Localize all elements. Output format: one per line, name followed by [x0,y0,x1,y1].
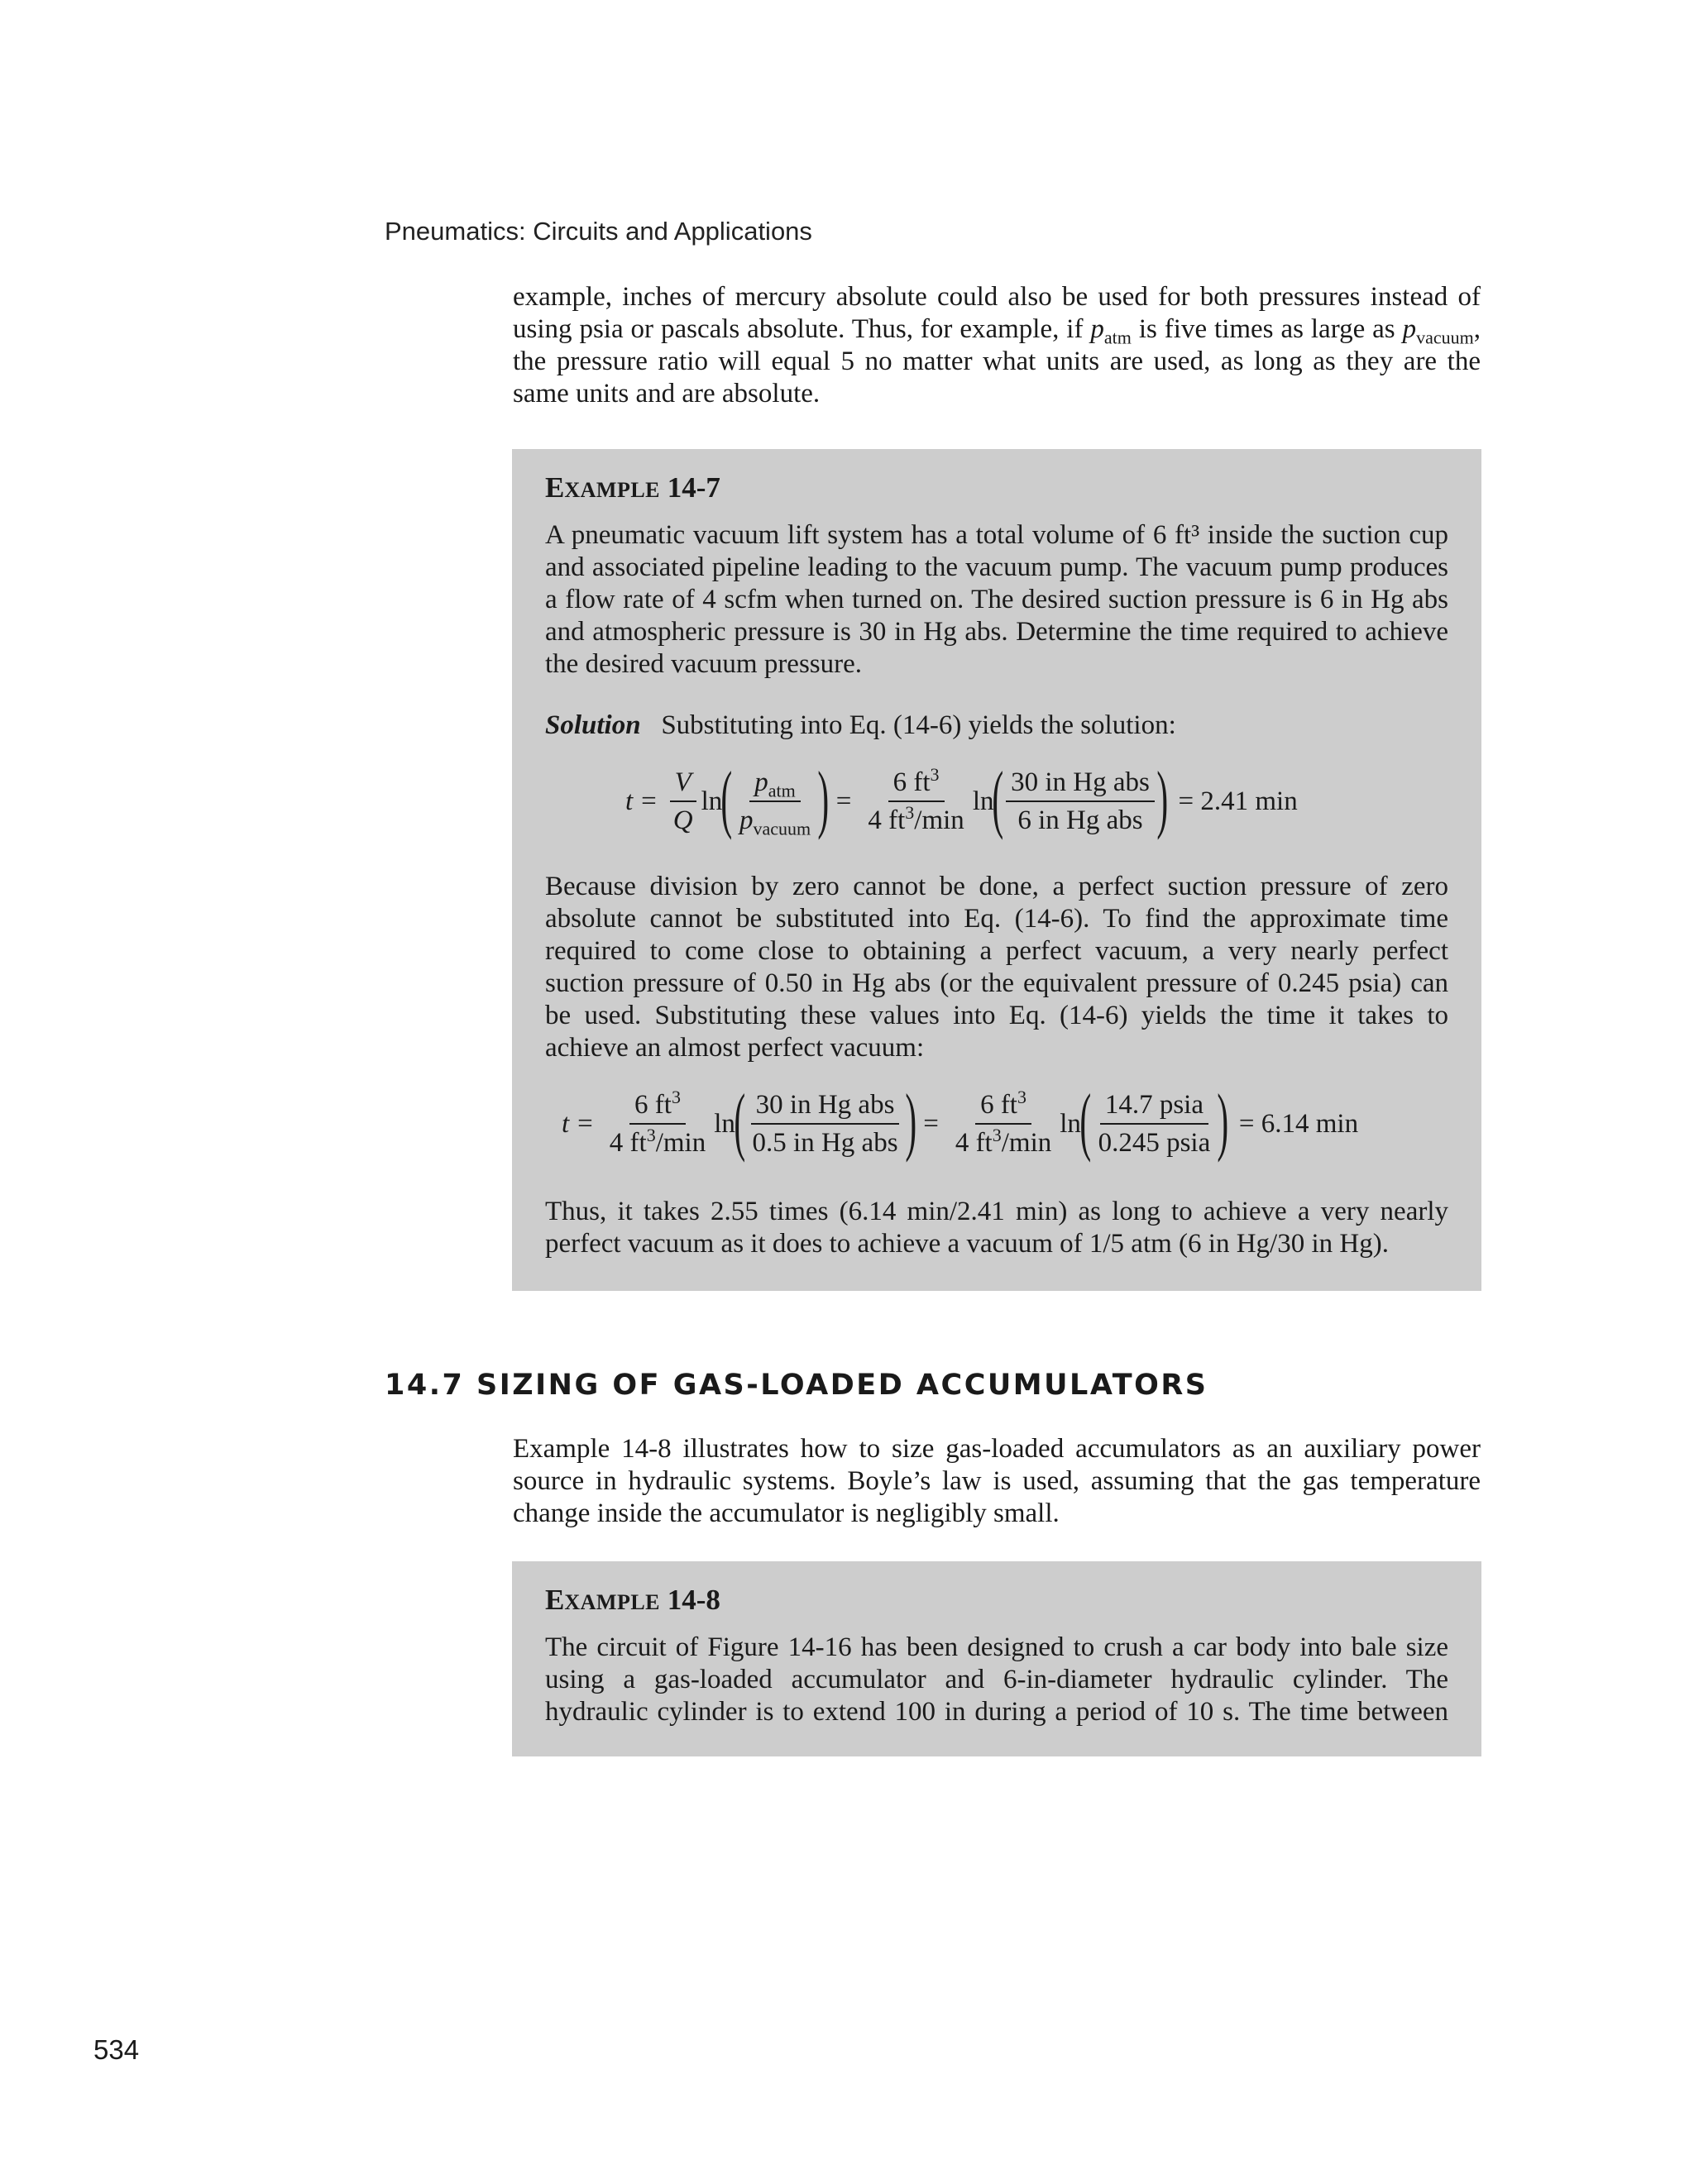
eq2-ln: ln [714,1108,735,1139]
eq2-equals: = [577,1108,593,1139]
intro-line-3: the pressure ratio will equal 5 no matter what units are used, as long as they are the [513,346,1481,376]
example-14-7-box [512,449,1481,1291]
eq1-ln-2: ln [972,786,994,816]
example-14-8-title: EXAMPLE 14-8 [545,1584,720,1616]
eq1-lhs: t [625,786,634,816]
example-14-7-title-wrap [545,471,1448,507]
eq1-volume-over-flow: $\frac{6 ft^3}{4 ft^3/\min}$ [868,764,964,835]
eq1-hg-ratio: $\frac{\text{30 in Hg abs}}{\text{6 in Hg abs}}$ [1006,766,1155,837]
section-paragraph: Example 14-8 illustrates how to size gas-loaded accumulators as an auxiliary power source in hydraulic systems. Boyle’s law is used, assuming that the gas temperature change inside the accumulator is negligibly small. [513,1434,1481,1528]
right-paren: ) [1217,1078,1229,1163]
eq2-equals-2: = [923,1108,939,1139]
eq1-equals-2: = [835,786,852,816]
intro-line-1: example, inches of mercury absolute could also be used for both pressures instead of [513,282,1481,312]
eq2-result: = 6.14 min [1238,1108,1359,1139]
eq1-result: = 2.41 min [1178,786,1298,816]
intro-line-2-b: is five times as large as [1131,314,1403,344]
eq1-ln: ln [701,786,723,816]
solution-text: Substituting into Eq. (14-6) yields the solution: [661,710,1176,740]
p-symbol: p [1402,314,1417,344]
solution-line [545,710,1448,742]
intro-line-2-a: using psia or pascals absolute. Thus, for example, if [513,314,1091,344]
example-14-8-text-wrap [545,1632,1448,1728]
eq2-lhs: t [562,1108,570,1139]
example-14-7-title: EXAMPLE 14-7 [545,471,720,504]
example-14-8-title-wrap [545,1584,1448,1619]
left-paren: ( [992,756,1004,840]
section-heading: 14.7 SIZING OF GAS-LOADED ACCUMULATORS [385,1369,1208,1402]
running-head: Pneumatics: Circuits and Applications [385,217,812,246]
example-14-7-paragraph-3: Thus, it takes 2.55 times (6.14 min/2.41 min) as long to achieve a very nearly perfect vacuum as it does to achieve a vacuum of 1/5 atm (6 in Hg/30 in Hg). [545,1197,1448,1259]
right-paren: ) [904,1078,916,1163]
example-14-7-para2-wrap [545,871,1448,1064]
intro-paragraph [513,281,1481,410]
left-paren: ( [1079,1078,1092,1163]
eq2-psia-ratio: $\frac{\text{14.7 psia}}{\text{0.245 psia}}$ [1098,1090,1211,1158]
eq1-fraction-v-over-q: $\frac{V}{Q}$ [668,766,698,837]
intro-line-2 [513,313,1481,346]
page-number: 534 [93,2034,140,2065]
solution-label: Solution [545,710,641,740]
equation-2 [562,1078,1359,1163]
intro-line-4: same units and are absolute. [513,379,821,409]
right-paren: ) [1156,756,1169,840]
eq1-equals: = [641,786,657,816]
right-paren: ) [817,756,830,840]
example-14-8-text: The circuit of Figure 14-16 has been designed to crush a car body into bale size using a gas-loaded accumulator and 6-in-diameter hydraulic cylinder. The hydraulic cylinder is to extend 100 in during a period of 10 s. The time between [545,1632,1448,1727]
example-14-7-paragraph-2: Because division by zero cannot be done, a perfect suction pressure of zero absolute cannot be substituted into Eq. (14-6). To find the approximate time required to come close to obtaining a perfect vacuum, a very nearly perfect suction pressure of 0.50 in Hg abs (or the equivalent pressure of 0.245 psia) can be used. Substituting these values into Eq. (14-6) yields the time it takes to achieve an almost perfect vacuum: [545,872,1448,1063]
left-paren: ( [734,1078,746,1163]
left-paren: ( [720,756,733,840]
vacuum-subscript: vacuum [1416,327,1474,348]
eq1-pressure-ratio: $\frac{p_{atm}}{p_{vacuum}}$ [739,767,811,839]
equation-1 [625,756,1298,840]
eq2-volume-over-flow-2: $\frac{6 ft^3}{4 ft^3/\min}$ [955,1087,1052,1158]
example-14-7-problem-wrap [545,519,1448,681]
example-14-7-para3-wrap [545,1196,1448,1260]
atm-subscript: atm [1103,327,1132,348]
eq2-volume-over-flow: $\frac{6 ft^3}{4 ft^3/\min}$ [609,1087,706,1158]
eq2-hg-ratio: $\frac{\text{30 in Hg abs}}{\text{0.5 in Hg abs}}$ [752,1090,898,1158]
example-14-7-problem: A pneumatic vacuum lift system has a total volume of 6 ft³ inside the suction cup and associated pipeline leading to the vacuum pump. The vacuum pump produces a flow rate of 4 scfm when turned on. The desired suction pressure is 6 in Hg abs and atmospheric pressure is 30 in Hg abs. Determine the time required to achieve the desired vacuum pressure. [545,520,1448,679]
p-symbol: p [1090,314,1104,344]
example-14-8-box [512,1561,1481,1756]
eq2-ln-2: ln [1060,1108,1081,1139]
intro-line-2-c: , [1473,314,1481,344]
